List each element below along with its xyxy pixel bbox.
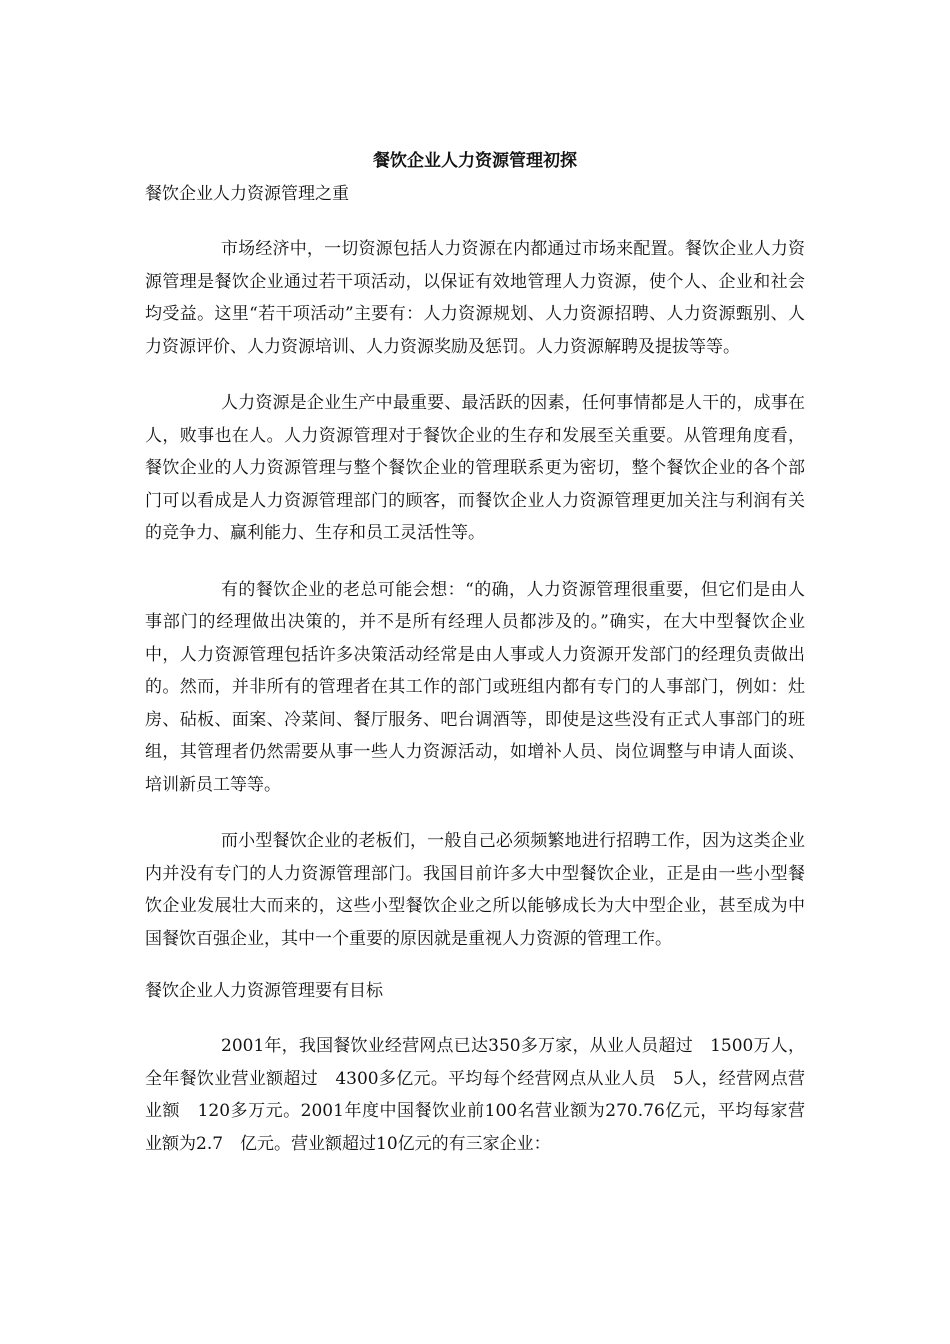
- document-title: 餐饮企业人力资源管理初探: [373, 151, 577, 171]
- section-heading-goals: 餐饮企业人力资源管理要有目标: [145, 981, 383, 1001]
- paragraph: 2001年，我国餐饮业经营网点已达350多万家，从业人员超过 1500万人，全年餐饮业营业额超过 4300多亿元。平均每个经营网点从业人员 5人，经营网点营业额 120多万元。2001年度中国餐饮业前100名营业额为270.76亿元，平均每家营业额为2.7 亿元。营业额超过10亿元的有三家企业：: [145, 1036, 805, 1154]
- paragraph: 市场经济中，一切资源包括人力资源在内都通过市场来配置。餐饮企业人力资源管理是餐饮企业通过若干项活动，以保证有效地管理人力资源，使个人、企业和社会均受益。这里“若干项活动”主要有：人力资源规划、人力资源招聘、人力资源甄别、人力资源评价、人力资源培训、人力资源奖励及惩罚。人力资源解聘及提拔等等。: [145, 239, 805, 357]
- paragraph: 人力资源是企业生产中最重要、最活跃的因素，任何事情都是人干的，成事在人，败事也在人。人力资源管理对于餐饮企业的生存和发展至关重要。从管理角度看，餐饮企业的人力资源管理与整个餐饮企业的管理联系更为密切，整个餐饮企业的各个部门可以看成是人力资源管理部门的顾客，而餐饮企业人力资源管理更加关注与利润有关的竞争力、赢利能力、生存和员工灵活性等。: [145, 393, 805, 543]
- section-heading-importance: 餐饮企业人力资源管理之重: [145, 184, 349, 204]
- document-body: [145, 146, 805, 1160]
- paragraph: 有的餐饮企业的老总可能会想：“的确，人力资源管理很重要，但它们是由人事部门的经理做出决策的，并不是所有经理人员都涉及的。”确实，在大中型餐饮企业中，人力资源管理包括许多决策活动经常是由人事或人力资源开发部门的经理负责做出的。然而，并非所有的管理者在其工作的部门或班组内都有专门的人事部门，例如：灶房、砧板、面案、冷菜间、餐厅服务、吧台调酒等，即使是这些没有正式人事部门的班组，其管理者仍然需要从事一些人力资源活动，如增补人员、岗位调整与申请人面谈、培训新员工等等。: [145, 579, 805, 795]
- paragraph: 而小型餐饮企业的老板们，一般自己必须频繁地进行招聘工作，因为这类企业内并没有专门的人力资源管理部门。我国目前许多大中型餐饮企业，正是由一些小型餐饮企业发展壮大而来的，这些小型餐饮企业之所以能够成长为大中型企业，甚至成为中国餐饮百强企业，其中一个重要的原因就是重视人力资源的管理工作。: [145, 831, 805, 949]
